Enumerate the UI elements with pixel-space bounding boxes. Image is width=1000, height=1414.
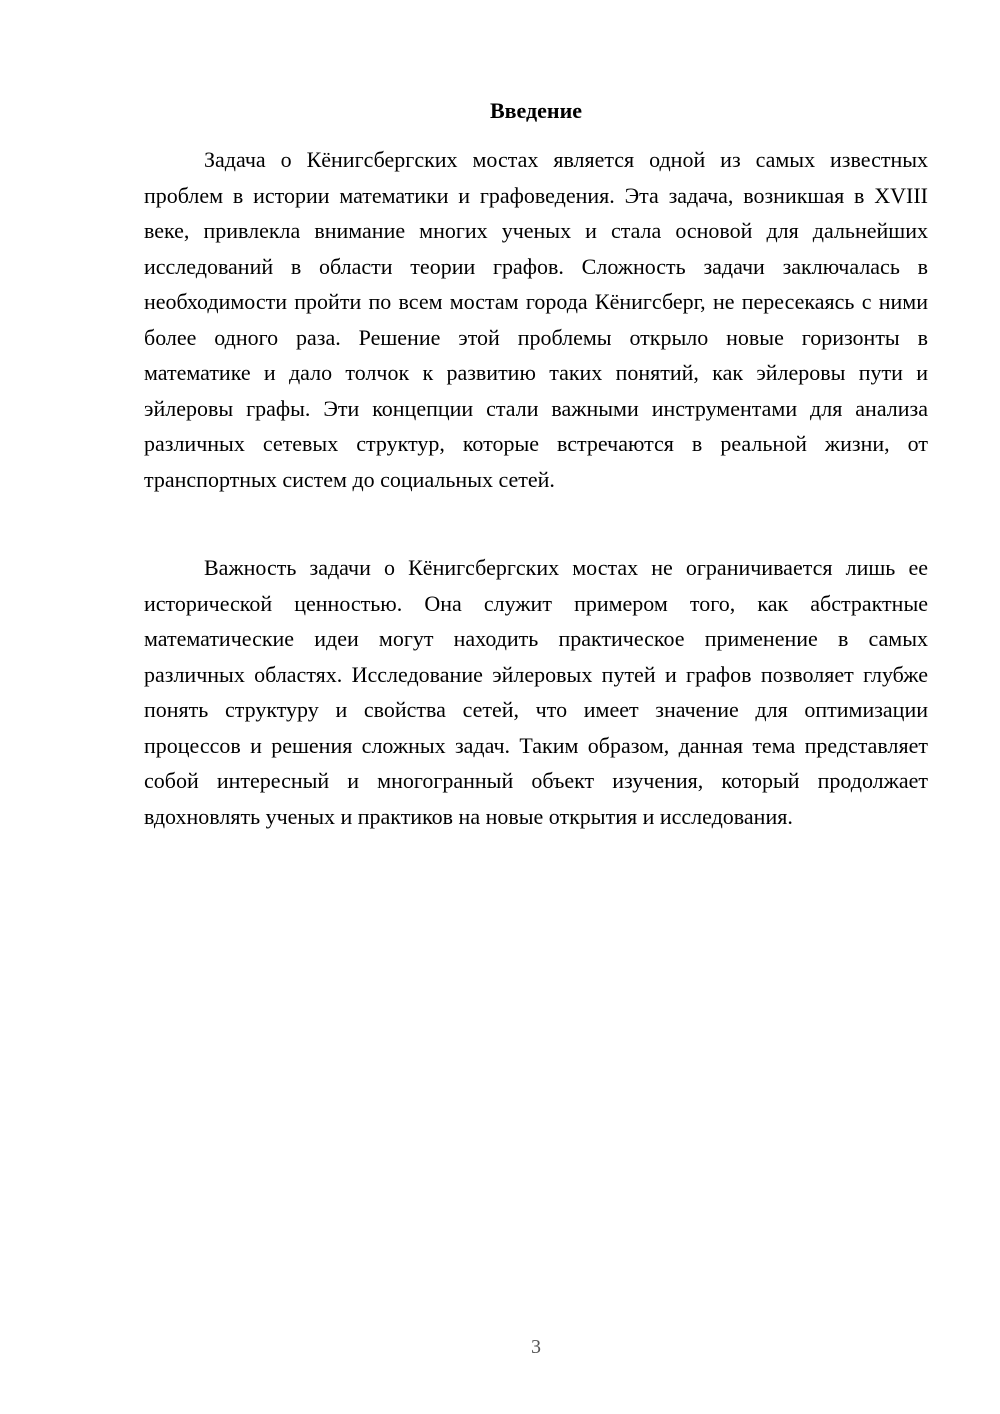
body-paragraph-1: Задача о Кёнигсбергских мостах является одной из самых известных проблем в истории математики и графоведения. Эта задача, возникшая в XVIII веке, привлекла внимание многих ученых и стала основой для дальнейших исследований в области теории графов. Сложность задачи заключалась в необходимости пройти по всем мостам города Кёнигсберг, не пересекаясь с ними более одного раза. Решение этой проблемы открыло новые горизонты в математике и дало толчок к развитию таких понятий, как эйлеровы пути и эйлеровы графы. Эти концепции стали важными инструментами для анализа различных сетевых структур, которые встречаются в реальной жизни, от транспортных систем до социальных сетей. — [144, 147, 928, 492]
page-number: 3 — [531, 1336, 541, 1358]
body-paragraph-2: Важность задачи о Кёнигсбергских мостах не ограничивается лишь ее исторической ценностью. Она служит примером того, как абстрактные математические идеи могут находить практическое применение в самых различных областях. Исследование эйлеровых путей и графов позволяет глубже понять структуру и свойства сетей, что имеет значение для оптимизации процессов и решения сложных задач. Таким образом, данная тема представляет собой интересный и многогранный объект изучения, который продолжает вдохновлять ученых и практиков на новые открытия и исследования. — [144, 555, 928, 829]
section-heading: Введение — [489, 98, 583, 123]
